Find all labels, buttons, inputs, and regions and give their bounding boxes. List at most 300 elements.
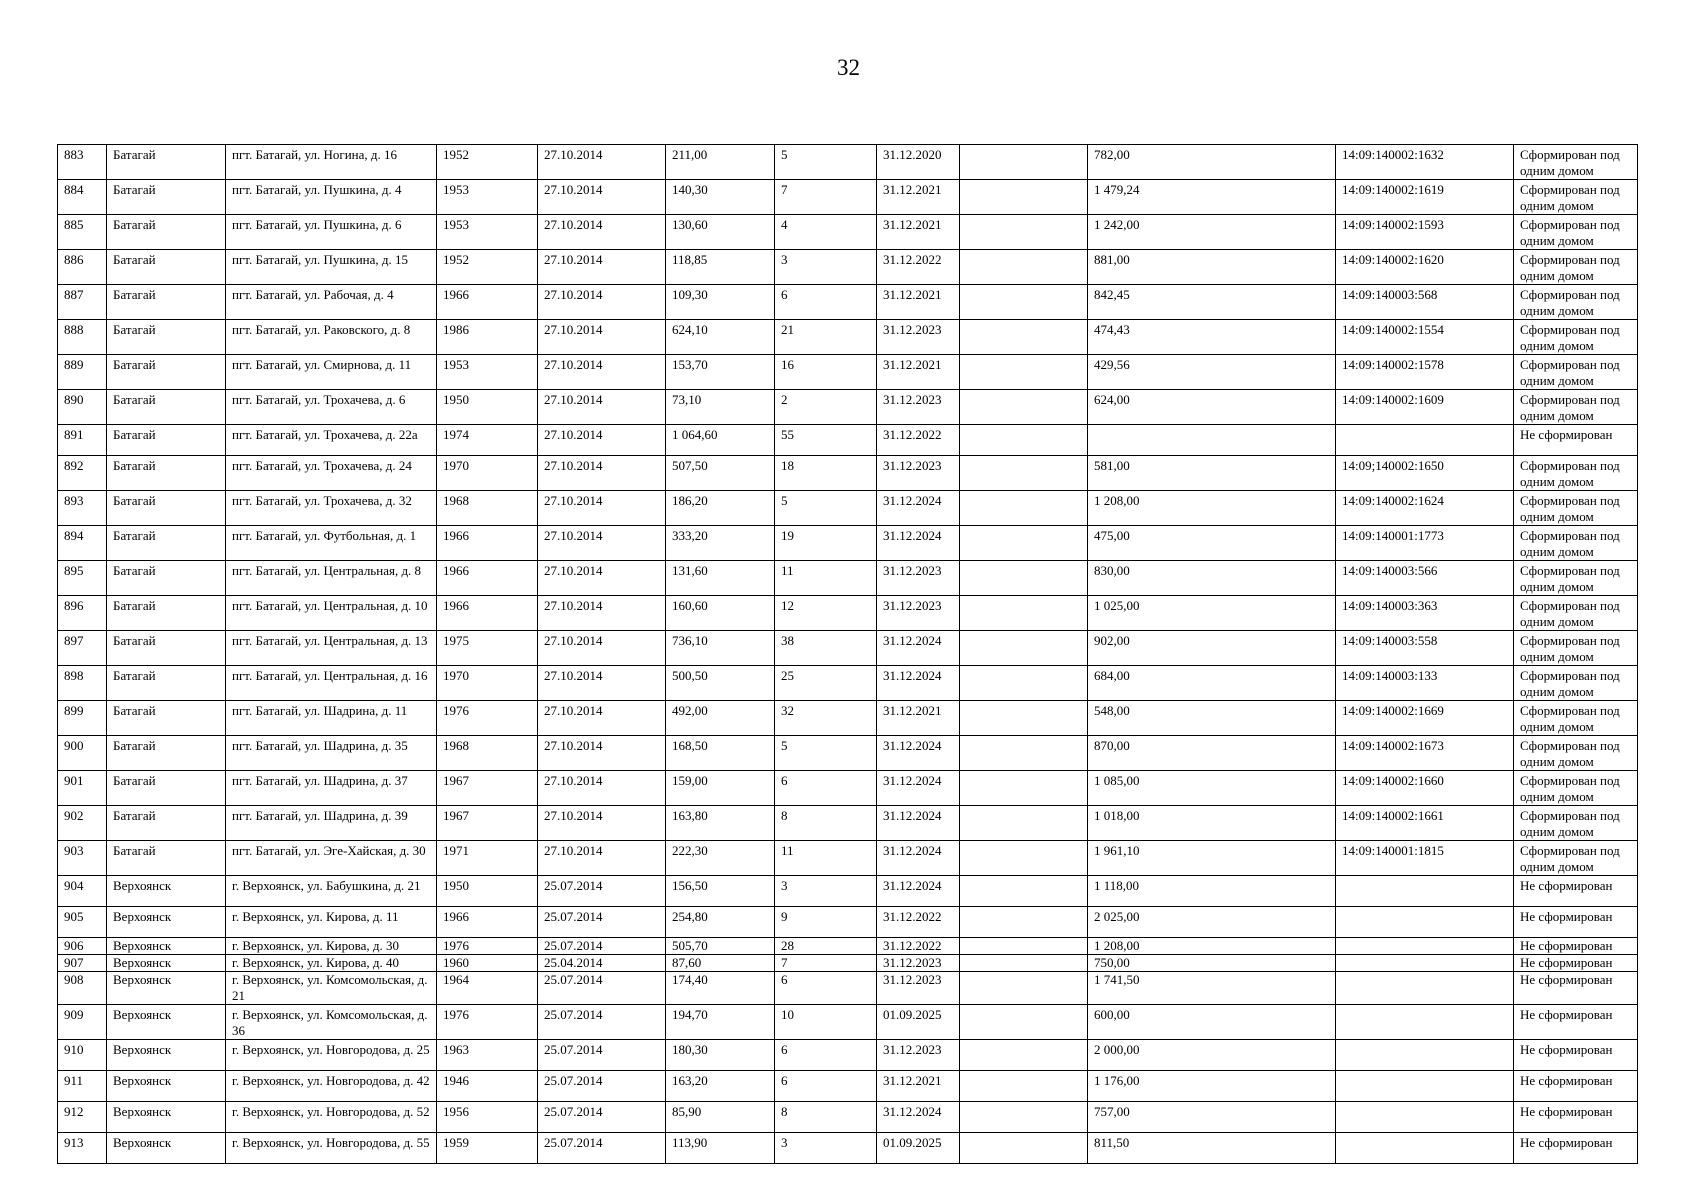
- empty-cell: [960, 561, 1088, 596]
- cadastral-number-cell: 14:09:140003:133: [1336, 666, 1514, 701]
- address-cell: г. Верхоянск, ул. Новгородова, д. 25: [226, 1040, 437, 1071]
- empty-cell: [960, 425, 1088, 456]
- deadline-cell: 31.12.2024: [877, 491, 960, 526]
- deadline-cell: 31.12.2023: [877, 972, 960, 1005]
- year-built-cell: 1967: [437, 771, 538, 806]
- locality-cell: Батагай: [107, 285, 226, 320]
- address-cell: г. Верхоянск, ул. Комсомольская, д. 36: [226, 1005, 437, 1040]
- deadline-cell: 31.12.2022: [877, 938, 960, 955]
- table-row: [58, 561, 1638, 596]
- status-cell: Сформирован под одним домом: [1514, 180, 1638, 215]
- row-number-cell: 883: [58, 145, 107, 180]
- year-built-cell: 1966: [437, 561, 538, 596]
- status-cell: Сформирован под одним домом: [1514, 631, 1638, 666]
- locality-cell: Батагай: [107, 771, 226, 806]
- deadline-cell: 31.12.2024: [877, 526, 960, 561]
- table-row: [58, 456, 1638, 491]
- year-built-cell: 1964: [437, 972, 538, 1005]
- floor-area-cell: 180,30: [666, 1040, 775, 1071]
- land-area-cell: 1 961,10: [1088, 841, 1336, 876]
- status-cell: Сформирован под одним домом: [1514, 771, 1638, 806]
- empty-cell: [960, 285, 1088, 320]
- address-cell: г. Верхоянск, ул. Комсомольская, д. 21: [226, 972, 437, 1005]
- year-built-cell: 1971: [437, 841, 538, 876]
- status-cell: Не сформирован: [1514, 1071, 1638, 1102]
- empty-cell: [960, 180, 1088, 215]
- date-cell: 27.10.2014: [538, 215, 666, 250]
- address-cell: пгт. Батагай, ул. Центральная, д. 8: [226, 561, 437, 596]
- residents-cell: 5: [775, 491, 877, 526]
- year-built-cell: 1976: [437, 1005, 538, 1040]
- residents-cell: 8: [775, 806, 877, 841]
- floor-area-cell: 131,60: [666, 561, 775, 596]
- row-number-cell: 913: [58, 1133, 107, 1164]
- land-area-cell: 1 118,00: [1088, 876, 1336, 907]
- year-built-cell: 1950: [437, 876, 538, 907]
- floor-area-cell: 500,50: [666, 666, 775, 701]
- status-cell: Сформирован под одним домом: [1514, 250, 1638, 285]
- address-cell: пгт. Батагай, ул. Шадрина, д. 39: [226, 806, 437, 841]
- locality-cell: Батагай: [107, 456, 226, 491]
- address-cell: г. Верхоянск, ул. Новгородова, д. 52: [226, 1102, 437, 1133]
- row-number-cell: 892: [58, 456, 107, 491]
- land-area-cell: [1088, 425, 1336, 456]
- deadline-cell: 01.09.2025: [877, 1133, 960, 1164]
- land-area-cell: 842,45: [1088, 285, 1336, 320]
- deadline-cell: 31.12.2021: [877, 701, 960, 736]
- row-number-cell: 898: [58, 666, 107, 701]
- table-row: [58, 806, 1638, 841]
- status-cell: Не сформирован: [1514, 972, 1638, 1005]
- address-cell: пгт. Батагай, ул. Трохачева, д. 24: [226, 456, 437, 491]
- address-cell: пгт. Батагай, ул. Пушкина, д. 4: [226, 180, 437, 215]
- residents-cell: 55: [775, 425, 877, 456]
- deadline-cell: 31.12.2024: [877, 771, 960, 806]
- empty-cell: [960, 806, 1088, 841]
- year-built-cell: 1975: [437, 631, 538, 666]
- status-cell: Не сформирован: [1514, 955, 1638, 972]
- floor-area-cell: 87,60: [666, 955, 775, 972]
- year-built-cell: 1966: [437, 285, 538, 320]
- year-built-cell: 1953: [437, 215, 538, 250]
- date-cell: 25.04.2014: [538, 955, 666, 972]
- status-cell: Не сформирован: [1514, 907, 1638, 938]
- address-cell: пгт. Батагай, ул. Эге-Хайская, д. 30: [226, 841, 437, 876]
- empty-cell: [960, 631, 1088, 666]
- date-cell: 27.10.2014: [538, 736, 666, 771]
- date-cell: 25.07.2014: [538, 972, 666, 1005]
- address-cell: пгт. Батагай, ул. Раковского, д. 8: [226, 320, 437, 355]
- locality-cell: Батагай: [107, 526, 226, 561]
- locality-cell: Верхоянск: [107, 938, 226, 955]
- deadline-cell: 31.12.2023: [877, 596, 960, 631]
- residents-cell: 9: [775, 907, 877, 938]
- address-cell: г. Верхоянск, ул. Кирова, д. 30: [226, 938, 437, 955]
- empty-cell: [960, 491, 1088, 526]
- locality-cell: Батагай: [107, 561, 226, 596]
- locality-cell: Батагай: [107, 425, 226, 456]
- locality-cell: Верхоянск: [107, 1071, 226, 1102]
- table-row: [58, 215, 1638, 250]
- empty-cell: [960, 250, 1088, 285]
- residents-cell: 6: [775, 972, 877, 1005]
- registry-table: [57, 144, 1638, 1164]
- status-cell: Не сформирован: [1514, 876, 1638, 907]
- floor-area-cell: 85,90: [666, 1102, 775, 1133]
- status-cell: Не сформирован: [1514, 1102, 1638, 1133]
- floor-area-cell: 163,20: [666, 1071, 775, 1102]
- residents-cell: 3: [775, 876, 877, 907]
- table-row: [58, 526, 1638, 561]
- locality-cell: Батагай: [107, 215, 226, 250]
- locality-cell: Верхоянск: [107, 1102, 226, 1133]
- address-cell: пгт. Батагай, ул. Ногина, д. 16: [226, 145, 437, 180]
- locality-cell: Батагай: [107, 145, 226, 180]
- deadline-cell: 31.12.2023: [877, 1040, 960, 1071]
- cadastral-number-cell: [1336, 955, 1514, 972]
- cadastral-number-cell: 14:09:140002:1593: [1336, 215, 1514, 250]
- address-cell: г. Верхоянск, ул. Новгородова, д. 42: [226, 1071, 437, 1102]
- address-cell: пгт. Батагай, ул. Шадрина, д. 35: [226, 736, 437, 771]
- land-area-cell: 548,00: [1088, 701, 1336, 736]
- floor-area-cell: 492,00: [666, 701, 775, 736]
- locality-cell: Батагай: [107, 250, 226, 285]
- status-cell: Сформирован под одним домом: [1514, 666, 1638, 701]
- cadastral-number-cell: 14:09:140001:1773: [1336, 526, 1514, 561]
- cadastral-number-cell: [1336, 1102, 1514, 1133]
- floor-area-cell: 736,10: [666, 631, 775, 666]
- address-cell: пгт. Батагай, ул. Центральная, д. 10: [226, 596, 437, 631]
- deadline-cell: 31.12.2021: [877, 215, 960, 250]
- floor-area-cell: 163,80: [666, 806, 775, 841]
- table-row: [58, 180, 1638, 215]
- empty-cell: [960, 320, 1088, 355]
- row-number-cell: 893: [58, 491, 107, 526]
- empty-cell: [960, 145, 1088, 180]
- year-built-cell: 1953: [437, 355, 538, 390]
- year-built-cell: 1946: [437, 1071, 538, 1102]
- table-row: [58, 355, 1638, 390]
- floor-area-cell: 505,70: [666, 938, 775, 955]
- land-area-cell: 1 242,00: [1088, 215, 1336, 250]
- table-row: [58, 955, 1638, 972]
- date-cell: 27.10.2014: [538, 320, 666, 355]
- floor-area-cell: 159,00: [666, 771, 775, 806]
- cadastral-number-cell: 14:09:140002:1578: [1336, 355, 1514, 390]
- status-cell: Сформирован под одним домом: [1514, 320, 1638, 355]
- table-row: [58, 425, 1638, 456]
- row-number-cell: 905: [58, 907, 107, 938]
- year-built-cell: 1976: [437, 701, 538, 736]
- row-number-cell: 908: [58, 972, 107, 1005]
- row-number-cell: 889: [58, 355, 107, 390]
- land-area-cell: 2 025,00: [1088, 907, 1336, 938]
- locality-cell: Верхоянск: [107, 972, 226, 1005]
- status-cell: Сформирован под одним домом: [1514, 491, 1638, 526]
- row-number-cell: 911: [58, 1071, 107, 1102]
- residents-cell: 28: [775, 938, 877, 955]
- empty-cell: [960, 215, 1088, 250]
- residents-cell: 7: [775, 955, 877, 972]
- status-cell: Сформирован под одним домом: [1514, 145, 1638, 180]
- empty-cell: [960, 701, 1088, 736]
- empty-cell: [960, 666, 1088, 701]
- cadastral-number-cell: 14:09;140002:1650: [1336, 456, 1514, 491]
- cadastral-number-cell: [1336, 1133, 1514, 1164]
- deadline-cell: 31.12.2024: [877, 631, 960, 666]
- cadastral-number-cell: [1336, 907, 1514, 938]
- residents-cell: 25: [775, 666, 877, 701]
- land-area-cell: 624,00: [1088, 390, 1336, 425]
- floor-area-cell: 153,70: [666, 355, 775, 390]
- floor-area-cell: 624,10: [666, 320, 775, 355]
- deadline-cell: 31.12.2023: [877, 456, 960, 491]
- cadastral-number-cell: 14:09:140002:1661: [1336, 806, 1514, 841]
- locality-cell: Батагай: [107, 491, 226, 526]
- residents-cell: 5: [775, 145, 877, 180]
- year-built-cell: 1950: [437, 390, 538, 425]
- empty-cell: [960, 938, 1088, 955]
- status-cell: Сформирован под одним домом: [1514, 806, 1638, 841]
- locality-cell: Батагай: [107, 596, 226, 631]
- land-area-cell: 750,00: [1088, 955, 1336, 972]
- land-area-cell: 1 018,00: [1088, 806, 1336, 841]
- empty-cell: [960, 1040, 1088, 1071]
- deadline-cell: 31.12.2021: [877, 1071, 960, 1102]
- floor-area-cell: 168,50: [666, 736, 775, 771]
- residents-cell: 16: [775, 355, 877, 390]
- table-row: [58, 491, 1638, 526]
- residents-cell: 11: [775, 561, 877, 596]
- date-cell: 27.10.2014: [538, 491, 666, 526]
- address-cell: пгт. Батагай, ул. Центральная, д. 16: [226, 666, 437, 701]
- land-area-cell: 902,00: [1088, 631, 1336, 666]
- row-number-cell: 910: [58, 1040, 107, 1071]
- year-built-cell: 1968: [437, 736, 538, 771]
- cadastral-number-cell: 14:09:140003:363: [1336, 596, 1514, 631]
- table-row: [58, 320, 1638, 355]
- cadastral-number-cell: 14:09:140002:1620: [1336, 250, 1514, 285]
- year-built-cell: 1966: [437, 907, 538, 938]
- date-cell: 25.07.2014: [538, 1040, 666, 1071]
- row-number-cell: 884: [58, 180, 107, 215]
- year-built-cell: 1967: [437, 806, 538, 841]
- empty-cell: [960, 456, 1088, 491]
- floor-area-cell: 333,20: [666, 526, 775, 561]
- land-area-cell: 429,56: [1088, 355, 1336, 390]
- cadastral-number-cell: 14:09:140002:1619: [1336, 180, 1514, 215]
- address-cell: пгт. Батагай, ул. Шадрина, д. 11: [226, 701, 437, 736]
- status-cell: Сформирован под одним домом: [1514, 736, 1638, 771]
- address-cell: г. Верхоянск, ул. Бабушкина, д. 21: [226, 876, 437, 907]
- empty-cell: [960, 596, 1088, 631]
- row-number-cell: 899: [58, 701, 107, 736]
- address-cell: пгт. Батагай, ул. Трохачева, д. 22а: [226, 425, 437, 456]
- row-number-cell: 909: [58, 1005, 107, 1040]
- status-cell: Сформирован под одним домом: [1514, 701, 1638, 736]
- status-cell: Сформирован под одним домом: [1514, 390, 1638, 425]
- locality-cell: Верхоянск: [107, 876, 226, 907]
- floor-area-cell: 118,85: [666, 250, 775, 285]
- locality-cell: Батагай: [107, 701, 226, 736]
- table-row: [58, 1040, 1638, 1071]
- row-number-cell: 897: [58, 631, 107, 666]
- row-number-cell: 891: [58, 425, 107, 456]
- floor-area-cell: 222,30: [666, 841, 775, 876]
- empty-cell: [960, 876, 1088, 907]
- row-number-cell: 896: [58, 596, 107, 631]
- year-built-cell: 1963: [437, 1040, 538, 1071]
- empty-cell: [960, 771, 1088, 806]
- cadastral-number-cell: [1336, 1071, 1514, 1102]
- status-cell: Сформирован под одним домом: [1514, 841, 1638, 876]
- year-built-cell: 1970: [437, 456, 538, 491]
- deadline-cell: 31.12.2023: [877, 561, 960, 596]
- empty-cell: [960, 736, 1088, 771]
- address-cell: пгт. Батагай, ул. Футбольная, д. 1: [226, 526, 437, 561]
- floor-area-cell: 160,60: [666, 596, 775, 631]
- deadline-cell: 31.12.2022: [877, 907, 960, 938]
- page-number: 32: [837, 55, 860, 80]
- land-area-cell: 2 000,00: [1088, 1040, 1336, 1071]
- residents-cell: 32: [775, 701, 877, 736]
- land-area-cell: 1 176,00: [1088, 1071, 1336, 1102]
- row-number-cell: 903: [58, 841, 107, 876]
- cadastral-number-cell: [1336, 1005, 1514, 1040]
- date-cell: 27.10.2014: [538, 771, 666, 806]
- empty-cell: [960, 972, 1088, 1005]
- date-cell: 27.10.2014: [538, 806, 666, 841]
- address-cell: пгт. Батагай, ул. Трохачева, д. 6: [226, 390, 437, 425]
- cadastral-number-cell: 14:09:140003:566: [1336, 561, 1514, 596]
- table-row: [58, 972, 1638, 1005]
- year-built-cell: 1976: [437, 938, 538, 955]
- locality-cell: Батагай: [107, 631, 226, 666]
- row-number-cell: 902: [58, 806, 107, 841]
- status-cell: Сформирован под одним домом: [1514, 561, 1638, 596]
- date-cell: 27.10.2014: [538, 145, 666, 180]
- deadline-cell: 31.12.2024: [877, 1102, 960, 1133]
- cadastral-number-cell: 14:09:140002:1669: [1336, 701, 1514, 736]
- row-number-cell: 890: [58, 390, 107, 425]
- date-cell: 27.10.2014: [538, 526, 666, 561]
- year-built-cell: 1959: [437, 1133, 538, 1164]
- deadline-cell: 31.12.2022: [877, 425, 960, 456]
- row-number-cell: 886: [58, 250, 107, 285]
- floor-area-cell: 130,60: [666, 215, 775, 250]
- date-cell: 25.07.2014: [538, 1102, 666, 1133]
- floor-area-cell: 194,70: [666, 1005, 775, 1040]
- floor-area-cell: 113,90: [666, 1133, 775, 1164]
- empty-cell: [960, 1133, 1088, 1164]
- date-cell: 27.10.2014: [538, 666, 666, 701]
- status-cell: Не сформирован: [1514, 1040, 1638, 1071]
- cadastral-number-cell: 14:09:140001:1815: [1336, 841, 1514, 876]
- residents-cell: 7: [775, 180, 877, 215]
- status-cell: Не сформирован: [1514, 938, 1638, 955]
- deadline-cell: 31.12.2023: [877, 390, 960, 425]
- residents-cell: 18: [775, 456, 877, 491]
- table-row: [58, 1133, 1638, 1164]
- year-built-cell: 1986: [437, 320, 538, 355]
- address-cell: пгт. Батагай, ул. Центральная, д. 13: [226, 631, 437, 666]
- land-area-cell: 1 208,00: [1088, 491, 1336, 526]
- year-built-cell: 1966: [437, 526, 538, 561]
- deadline-cell: 31.12.2020: [877, 145, 960, 180]
- land-area-cell: 600,00: [1088, 1005, 1336, 1040]
- floor-area-cell: 186,20: [666, 491, 775, 526]
- table-row: [58, 907, 1638, 938]
- cadastral-number-cell: [1336, 972, 1514, 1005]
- residents-cell: 12: [775, 596, 877, 631]
- table-row: [58, 1102, 1638, 1133]
- date-cell: 25.07.2014: [538, 1071, 666, 1102]
- residents-cell: 3: [775, 250, 877, 285]
- date-cell: 27.10.2014: [538, 425, 666, 456]
- status-cell: Сформирован под одним домом: [1514, 215, 1638, 250]
- status-cell: Сформирован под одним домом: [1514, 355, 1638, 390]
- land-area-cell: 1 025,00: [1088, 596, 1336, 631]
- table-row: [58, 596, 1638, 631]
- locality-cell: Батагай: [107, 666, 226, 701]
- residents-cell: 10: [775, 1005, 877, 1040]
- table-row: [58, 666, 1638, 701]
- floor-area-cell: 211,00: [666, 145, 775, 180]
- cadastral-number-cell: 14:09:140002:1624: [1336, 491, 1514, 526]
- locality-cell: Батагай: [107, 841, 226, 876]
- table-row: [58, 1005, 1638, 1040]
- table-row: [58, 771, 1638, 806]
- deadline-cell: 31.12.2024: [877, 736, 960, 771]
- date-cell: 27.10.2014: [538, 285, 666, 320]
- date-cell: 27.10.2014: [538, 701, 666, 736]
- status-cell: Не сформирован: [1514, 425, 1638, 456]
- residents-cell: 38: [775, 631, 877, 666]
- residents-cell: 2: [775, 390, 877, 425]
- floor-area-cell: 156,50: [666, 876, 775, 907]
- date-cell: 27.10.2014: [538, 631, 666, 666]
- address-cell: пгт. Батагай, ул. Пушкина, д. 15: [226, 250, 437, 285]
- deadline-cell: 31.12.2021: [877, 285, 960, 320]
- empty-cell: [960, 355, 1088, 390]
- date-cell: 27.10.2014: [538, 390, 666, 425]
- land-area-cell: 870,00: [1088, 736, 1336, 771]
- row-number-cell: 906: [58, 938, 107, 955]
- land-area-cell: 811,50: [1088, 1133, 1336, 1164]
- address-cell: пгт. Батагай, ул. Пушкина, д. 6: [226, 215, 437, 250]
- land-area-cell: 1 208,00: [1088, 938, 1336, 955]
- residents-cell: 8: [775, 1102, 877, 1133]
- date-cell: 27.10.2014: [538, 180, 666, 215]
- locality-cell: Батагай: [107, 320, 226, 355]
- date-cell: 25.07.2014: [538, 876, 666, 907]
- empty-cell: [960, 526, 1088, 561]
- deadline-cell: 31.12.2024: [877, 806, 960, 841]
- residents-cell: 21: [775, 320, 877, 355]
- floor-area-cell: 1 064,60: [666, 425, 775, 456]
- deadline-cell: 31.12.2022: [877, 250, 960, 285]
- status-cell: Сформирован под одним домом: [1514, 526, 1638, 561]
- year-built-cell: 1952: [437, 145, 538, 180]
- residents-cell: 19: [775, 526, 877, 561]
- table-row: [58, 1071, 1638, 1102]
- status-cell: Не сформирован: [1514, 1133, 1638, 1164]
- date-cell: 25.07.2014: [538, 938, 666, 955]
- land-area-cell: 475,00: [1088, 526, 1336, 561]
- residents-cell: 11: [775, 841, 877, 876]
- date-cell: 27.10.2014: [538, 456, 666, 491]
- cadastral-number-cell: 14:09:140002:1632: [1336, 145, 1514, 180]
